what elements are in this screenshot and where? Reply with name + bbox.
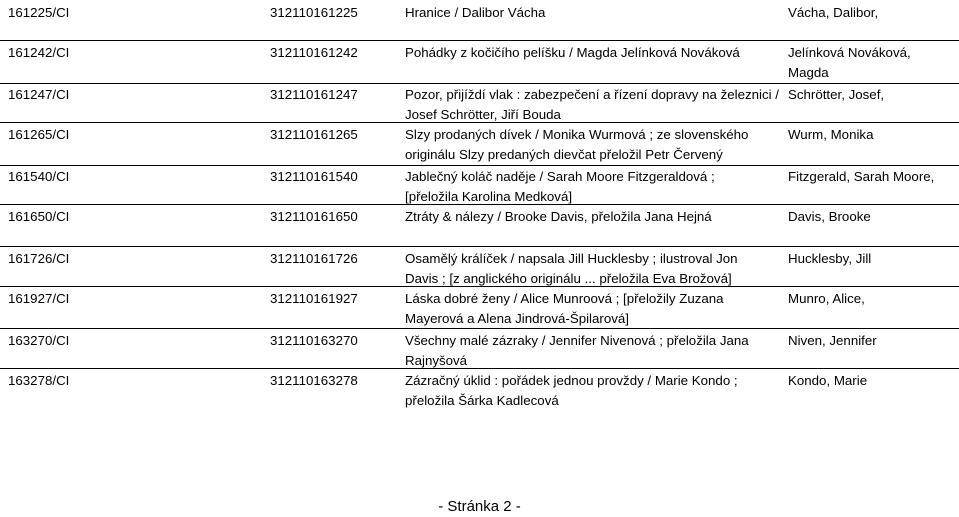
barcode: 312110161726 [270, 251, 358, 266]
table-row [0, 371, 959, 411]
page-footer: - Stránka 2 - [438, 498, 521, 515]
barcode: 312110163278 [270, 373, 358, 388]
record-id: 161540/CI [8, 169, 70, 184]
table-row [0, 125, 959, 165]
book-title: Osamělý králíček / napsala Jill Hucklesby ; ilustroval Jon Davis ; [z anglického originálu ... přeložila Eva Brožová] [405, 251, 738, 286]
record-id: 161265/CI [8, 127, 70, 142]
table-row [0, 43, 959, 83]
book-title: Ztráty & nálezy / Brooke Davis, přeložila Jana Hejná [405, 209, 712, 224]
barcode: 312110161242 [270, 45, 358, 60]
table-row [0, 249, 959, 289]
book-title: Pozor, přijíždí vlak : zabezpečení a řízení dopravy na železnici / Josef Schrötter, Jiří Bouda [405, 87, 779, 122]
table-row [0, 3, 959, 43]
author: Niven, Jennifer [788, 333, 877, 348]
author: Schrötter, Josef, [788, 87, 885, 102]
author: Vácha, Dalibor, [788, 5, 879, 20]
barcode: 312110161927 [270, 291, 358, 306]
record-id: 161225/CI [8, 5, 70, 20]
barcode: 312110161265 [270, 127, 358, 142]
record-id: 163278/CI [8, 373, 70, 388]
row-divider [0, 165, 959, 166]
author: Kondo, Marie [788, 373, 868, 388]
author: Wurm, Monika [788, 127, 874, 142]
author: Davis, Brooke [788, 209, 871, 224]
author: Hucklesby, Jill [788, 251, 872, 266]
author: Jelínková Nováková, Magda [788, 45, 911, 80]
barcode: 312110161247 [270, 87, 358, 102]
barcode: 312110161225 [270, 5, 358, 20]
author: Fitzgerald, Sarah Moore, [788, 169, 935, 184]
barcode: 312110161540 [270, 169, 358, 184]
table-row [0, 289, 959, 329]
table-row [0, 167, 959, 207]
book-title: Jablečný koláč naděje / Sarah Moore Fitzgeraldová ; [přeložila Karolina Medková] [405, 169, 715, 204]
record-id: 163270/CI [8, 333, 70, 348]
table-row [0, 207, 959, 247]
record-id: 161726/CI [8, 251, 70, 266]
book-title: Láska dobré ženy / Alice Munroová ; [přeložily Zuzana Mayerová a Alena Jindrová-Špilarová] [405, 291, 724, 326]
table-row [0, 85, 959, 125]
book-title: Slzy prodaných dívek / Monika Wurmová ; ze slovenského originálu Slzy predaných dievčat přeložil Petr Červený [405, 127, 749, 162]
barcode: 312110163270 [270, 333, 358, 348]
book-title: Hranice / Dalibor Vácha [405, 5, 546, 20]
record-id: 161650/CI [8, 209, 70, 224]
book-title: Pohádky z kočičího pelíšku / Magda Jelínková Nováková [405, 45, 740, 60]
barcode: 312110161650 [270, 209, 358, 224]
record-id: 161242/CI [8, 45, 70, 60]
book-title: Zázračný úklid : pořádek jednou provždy / Marie Kondo ; přeložila Šárka Kadlecová [405, 373, 738, 408]
table-row [0, 331, 959, 371]
record-id: 161927/CI [8, 291, 70, 306]
record-id: 161247/CI [8, 87, 70, 102]
author: Munro, Alice, [788, 291, 865, 306]
row-divider [0, 83, 959, 84]
book-title: Všechny malé zázraky / Jennifer Nivenová ; přeložila Jana Rajnyšová [405, 333, 749, 368]
